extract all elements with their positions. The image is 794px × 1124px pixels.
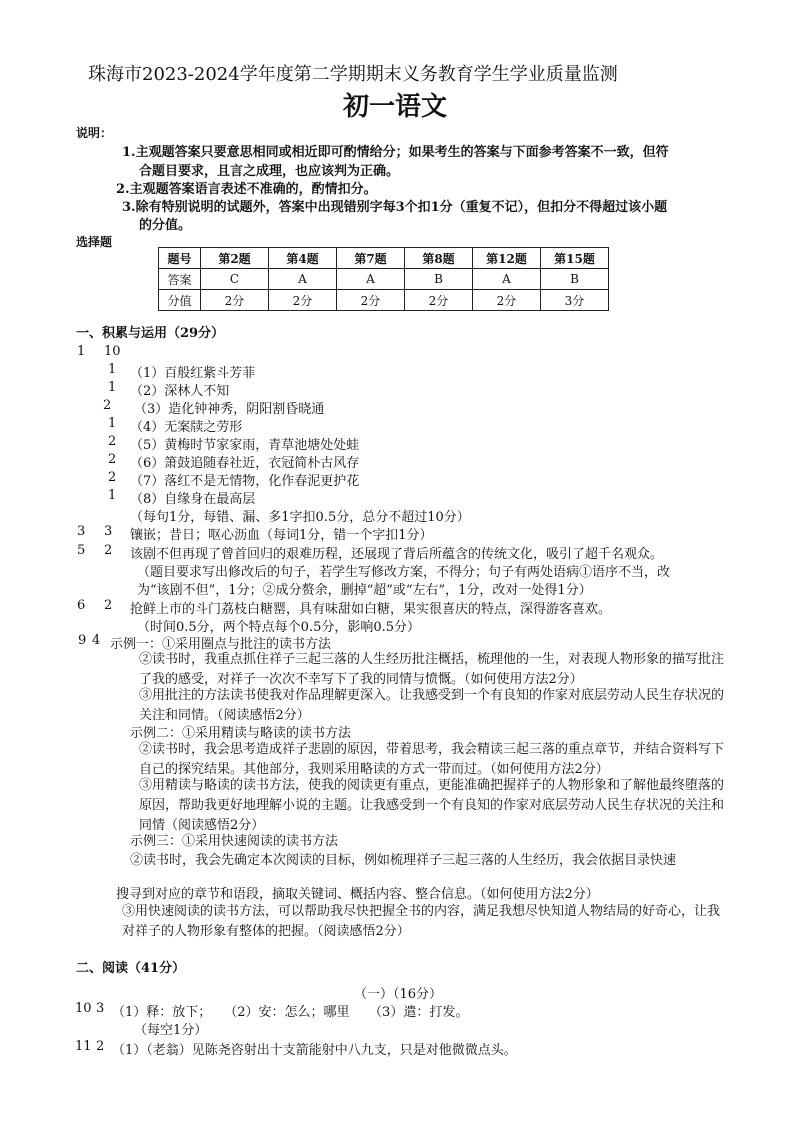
table-cell: A [337,269,405,290]
table-cell: 第15题 [541,248,609,269]
notes-label: 说明： [76,126,113,140]
item-score: 2 [108,434,117,449]
note-3-cont: 的分值。 [139,218,192,233]
q6-scoring-note: （时间0.5分，两个特点每个0.5分，影响0.5分） [137,620,421,635]
table-row [159,290,609,311]
item-score: 1 [108,380,117,395]
q1-scoring-note: （每句1分，每错、漏、多1字扣0.5分，总分不超过10分） [130,510,470,525]
table-cell: 第2题 [201,248,269,269]
table-cell: 分值 [159,290,201,311]
q11-answer: （1）（老翁）见陈尧咨射出十支箭能射中八九支，只是对他微微点头。 [112,1043,517,1058]
q11-number: 11 [75,1039,92,1054]
item-answer: （4）无案牍之劳形 [130,420,243,435]
item-score: 2 [103,398,112,413]
item-answer: （5）黄梅时节家家雨，青草池塘处处蛙 [130,438,360,453]
q6-answer: 抢鲜上市的斗门荔枝白糖罂，具有味甜如白糖，果实很喜庆的特点，深得游客喜欢。 [130,602,612,617]
item-answer: （3）造化钟神秀，阴阳割昏晓通 [134,402,325,417]
q9-example-3-step-2: ②读书时，我会先确定本次阅读的目标，例如梳理祥子三起三落的人生经历，我会依据目录快速 [130,853,677,868]
q5-number: 5 [77,543,86,558]
table-cell: 答案 [159,269,201,290]
q10-number: 10 [75,1001,92,1016]
table-cell: A [269,269,337,290]
q5-score: 2 [104,543,113,558]
section-2-subheading: （一）（16分） [354,987,443,1002]
note-1-cont: 合题目要求，且言之成理，也应该判为正确。 [139,164,400,179]
q1-score: 10 [104,344,121,359]
table-cell: B [405,269,473,290]
item-score: 1 [108,416,117,431]
q10-score: 3 [96,1001,105,1016]
item-answer: （7）落红不是无情物，化作春泥更护花 [130,474,360,489]
table-cell: 2分 [405,290,473,311]
note-2: 2.主观题答案语言表述不准确的，酌情扣分。 [116,182,377,197]
table-header-row [159,248,609,269]
q3-score: 3 [104,524,113,539]
subject-title: 初一语文 [343,92,448,122]
item-score: 2 [108,470,117,485]
table-row [159,269,609,290]
item-answer: （8）自缘身在最高层 [130,492,256,507]
item-score: 1 [108,362,117,377]
q6-number: 6 [77,598,86,613]
q9-example-2-step-3: ③用精读与略读的读书方法，使我的阅读更有重点，更能准确把握祥子的人物形象和了解他最终堕落的原因，帮助我更好地理解小说的主题。让我感受到一个有良知的作家对底层劳动人民生存状况的关注和同情（阅读感悟2分） [139,778,725,833]
item-score: 1 [108,488,117,503]
q9-example-3-step-2-cont: 搜寻到对应的章节和语段，摘取关键词、概括内容、整合信息。（如何使用方法2分） [116,887,599,902]
q5-answer: 该剧不但再现了曾首回归的艰难历程，还展现了背后所蕴含的传统文化，吸引了超千名观众。 [130,547,664,562]
q6-score: 2 [104,598,113,613]
q9-example-3-title: 示例三：①采用快速阅读的读书方法 [130,834,339,849]
table-cell: 第4题 [269,248,337,269]
table-cell: 题号 [159,248,201,269]
item-answer: （1）百般红紫斗芳菲 [130,366,256,381]
table-cell: 第12题 [473,248,541,269]
q9-example-1-step-3: ③用批注的方法读书使我对作品理解更深入。让我感受到一个有良知的作家对底层劳动人民生存状况的关注和同情。（阅读感悟2分） [139,688,725,723]
answer-table [158,247,609,311]
table-cell: A [473,269,541,290]
section-2-heading: 二、阅读（41分） [76,961,186,976]
note-3: 3.除有特别说明的试题外，答案中出现错别字每3个扣1分（重复不记），但扣分不得超过该小题 [122,200,668,215]
q5-scoring-note: （题目要求写出修改后的句子，若学生写修改方案，不得分；句子有两处语病①语序不当，改 [137,565,671,580]
table-cell: B [541,269,609,290]
table-cell: 2分 [337,290,405,311]
table-cell: 2分 [269,290,337,311]
table-cell: 第7题 [337,248,405,269]
q9-example-2-step-2: ②读书时，我会思考造成祥子悲剧的原因，带着思考，我会精读三起三落的重点章节，并结合资料写下自己的探究结果。其他部分，我则采用略读的方式一带而过。（如何使用方法2分） [139,742,725,777]
note-1: 1.主观题答案只要意思相同或相近即可酌情给分；如果考生的答案与下面参考答案不一致，但符 [122,145,669,160]
q5-scoring-note-cont: 为“该剧不但”，1分；②成分赘余，删掉“超”或“左右”，1分，改对一处得1分） [137,583,592,598]
choice-label: 选择题 [76,235,113,249]
table-cell: 2分 [201,290,269,311]
item-answer: （2）深林人不知 [130,384,230,399]
item-answer: （6）箫鼓追随春社近，衣冠简朴古风存 [130,456,360,471]
q9-score: 4 [92,633,101,648]
table-cell: 3分 [541,290,609,311]
q3-answer: 镶嵌；昔日；呕心沥血（每词1分，错一个字扣1分） [130,528,433,543]
q9-example-1-step-2: ②读书时，我重点抓住祥子三起三落的人生经历批注概括，梳理他的一生，对表现人物形象的描写批注了我的感受，对祥子一次次不幸写下了我的同情与愤慨。（如何使用方法2分） [139,652,725,687]
q9-example-2-title: 示例二：①采用精读与略读的读书方法 [130,726,352,741]
item-score: 2 [108,452,117,467]
table-cell: 第8题 [405,248,473,269]
table-cell: C [201,269,269,290]
q10-answer: （1）释：放下； （2）安：怎么；哪里 （3）遣：打发。 [112,1005,469,1020]
q3-number: 3 [77,524,86,539]
section-1-heading: 一、积累与运用（29分） [76,326,225,341]
q9-example-3-step-3: ③用快速阅读的读书方法，可以帮助我尽快把握全书的内容，满足我想尽快知道人物结局的好奇心，让我对祥子的人物形象有整体的把握。（阅读感悟2分） [122,904,721,939]
exam-title: 珠海市2023-2024学年度第二学期期末义务教育学生学业质量监测 [88,64,618,85]
q10-scoring-note: （每空1分） [134,1023,208,1038]
table-cell: 2分 [473,290,541,311]
q9-number: 9 [78,633,87,648]
q11-score: 2 [96,1039,105,1054]
q9-example-1-title: 示例一：①采用圈点与批注的读书方法 [110,637,332,652]
q1-number: 1 [77,344,86,359]
